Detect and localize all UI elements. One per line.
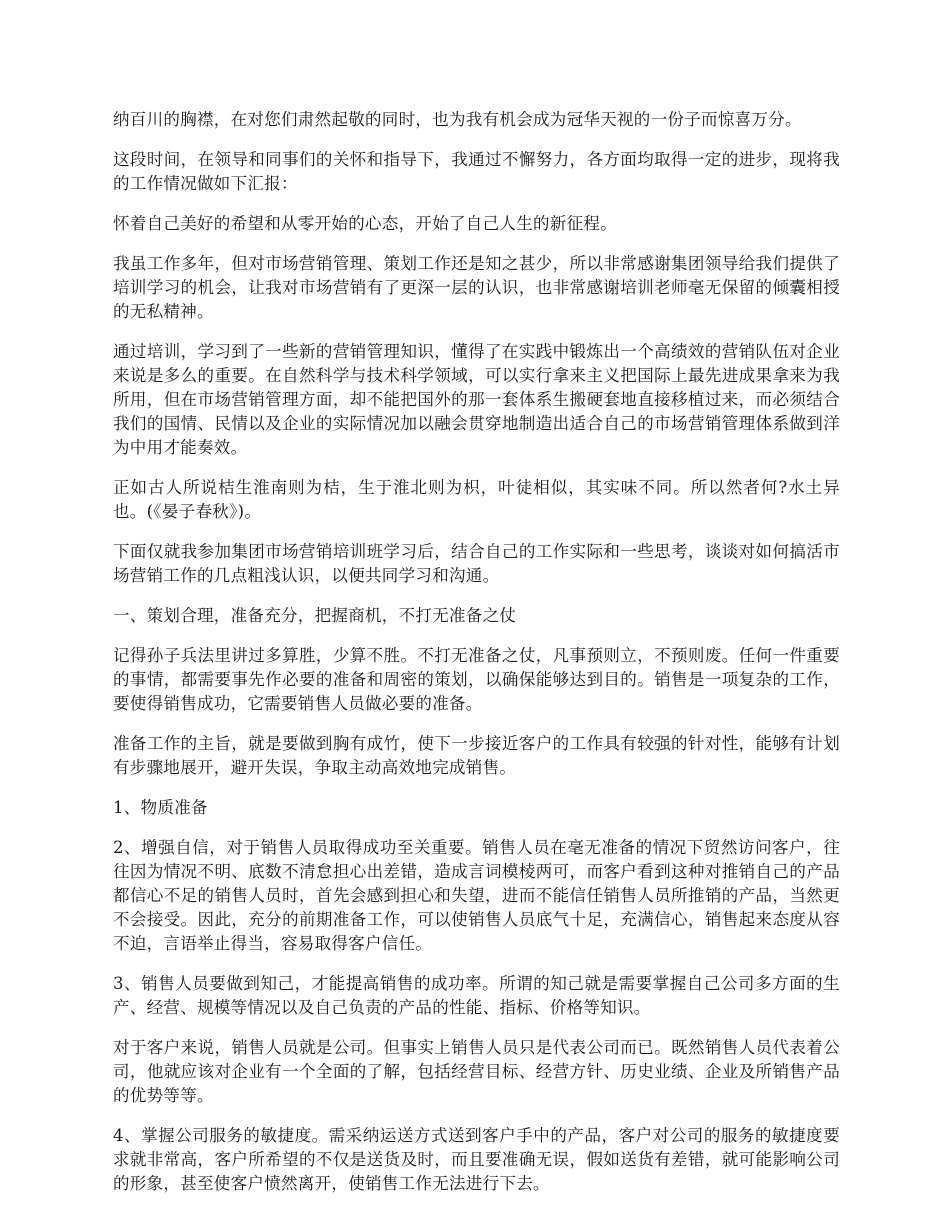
paragraph-12: 对于客户来说，销售人员就是公司。但事实上销售人员只是代表公司而已。既然销售人员代表着公司，他就应该对企业有一个全面的了解，包括经营目标、经营方针、历史业绩、企业及所销售产品的优势等等。 xyxy=(113,1038,840,1105)
section-heading-1: 一、策划合理，准备充分，把握商机，不打无准备之仗 xyxy=(113,606,517,625)
paragraph-10: 2、增强自信，对于销售人员取得成功至关重要。销售人员在毫无准备的情况下贸然访问客户，往往因为情况不明、底数不清怠担心出差错，造成言词模棱两可，而客户看到这种对推销自己的产品都信心不足的销售人员时，首先会感到担心和失望，进而不能信任销售人员所推销的产品，当然更不会接受。因此，充分的前期准备工作，可以使销售人员底气十足，充满信心，销售起来态度从容不迫，言语举止得当，容易取得客户信任。 xyxy=(113,838,840,953)
paragraph-5: 通过培训，学习到了一些新的营销管理知识，懂得了在实践中锻炼出一个高绩效的营销队伍对企业来说是多么的重要。在自然科学与技术科学领域，可以实行拿来主义把国际上最先进成果拿来为我所用，但在市场营销管理方面，却不能把国外的那一套体系生搬硬套地直接移植过来，而必须结合我们的国情、民情以及企业的实际情况加以融会贯穿地制造出适合自己的市场营销管理体系做到洋为中用才能奏效。 xyxy=(113,342,840,457)
paragraph-3: 怀着自己美好的希望和从零开始的心态，开始了自己人生的新征程。 xyxy=(113,214,617,233)
subheading-material-prep: 1、物质准备 xyxy=(113,798,208,817)
paragraph-4: 我虽工作多年，但对市场营销管理、策划工作还是知之甚少，所以非常感谢集团领导给我们提供了培训学习的机会，让我对市场营销有了更深一层的认识，也非常感谢培训老师毫无保留的倾囊相授的无私精神。 xyxy=(113,254,840,321)
paragraph-6: 正如古人所说桔生淮南则为桔，生于淮北则为枳，叶徒相似，其实味不同。所以然者何?水土异也。(《晏子春秋》)。 xyxy=(113,478,840,521)
paragraph-2: 这段时间，在领导和同事们的关怀和指导下，我通过不懈努力，各方面均取得一定的进步，现将我的工作情况做如下汇报： xyxy=(113,150,840,193)
paragraph-7: 下面仅就我参加集团市场营销培训班学习后，结合自己的工作实际和一些思考，谈谈对如何搞活市场营销工作的几点粗浅认识，以便共同学习和沟通。 xyxy=(113,542,840,585)
paragraph-8: 记得孙子兵法里讲过多算胜，少算不胜。不打无准备之仗，凡事预则立，不预则废。任何一件重要的事情，都需要事先作必要的准备和周密的策划，以确保能够达到目的。销售是一项复杂的工作，要使得销售成功，它需要销售人员做必要的准备。 xyxy=(113,646,840,713)
document-body xyxy=(113,108,840,1212)
paragraph-11: 3、销售人员要做到知己，才能提高销售的成功率。所谓的知己就是需要掌握自己公司多方面的生产、经营、规模等情况以及自己负责的产品的性能、指标、价格等知识。 xyxy=(113,974,840,1017)
paragraph-1: 纳百川的胸襟，在对您们肃然起敬的同时，也为我有机会成为冠华天视的一份子而惊喜万分。 xyxy=(113,110,802,129)
paragraph-9: 准备工作的主旨，就是要做到胸有成竹，使下一步接近客户的工作具有较强的针对性，能够有计划有步骤地展开，避开失误，争取主动高效地完成销售。 xyxy=(113,734,840,777)
paragraph-13: 4、掌握公司服务的敏捷度。需采纳运送方式送到客户手中的产品，客户对公司的服务的敏捷度要求就非常高，客户所希望的不仅是送货及时，而且要准确无误，假如送货有差错，就可能影响公司的形象，甚至使客户愤然离开，使销售工作无法进行下去。 xyxy=(113,1126,840,1193)
